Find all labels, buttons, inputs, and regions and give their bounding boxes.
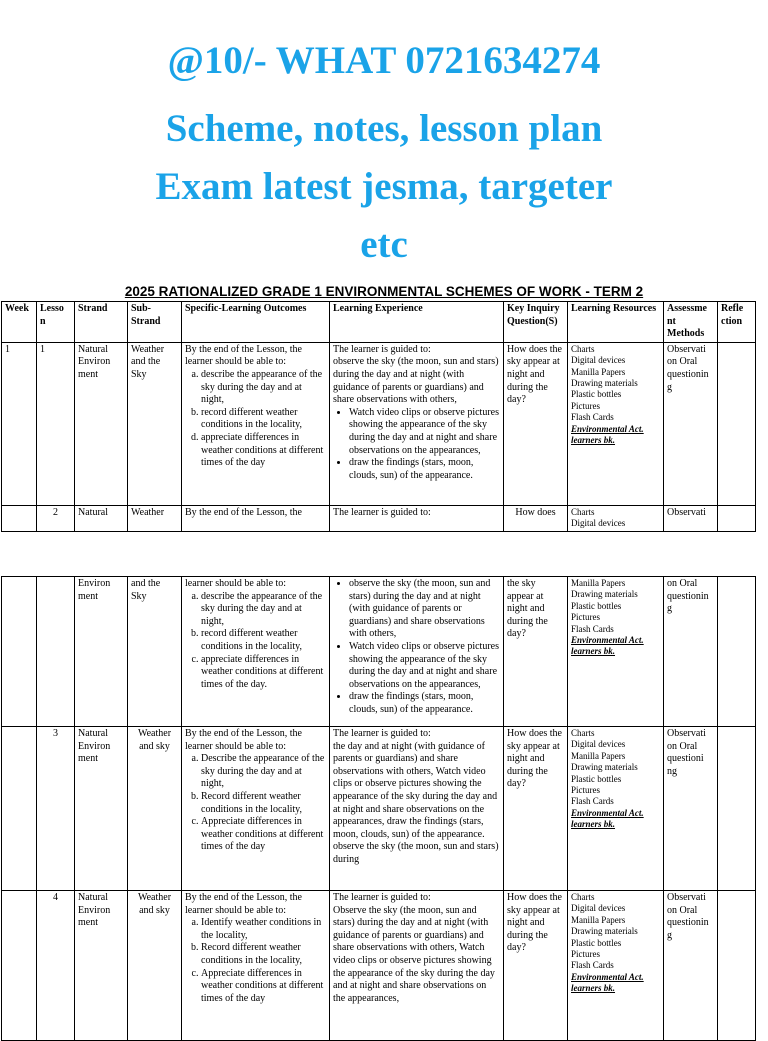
header-key-inquiry: Key Inquiry Question(S)	[504, 302, 568, 343]
learning-experience-cell: The learner is guided to:	[330, 505, 504, 531]
resources-cell	[568, 505, 664, 531]
promo-line-3: Exam latest jesma, targeter	[155, 165, 613, 208]
slo-intro: By the end of the Lesson, the learner should be able to:	[185, 343, 302, 368]
resources-cell	[568, 342, 664, 505]
header-row	[2, 302, 756, 343]
header-resources: Learning Resources	[568, 302, 664, 343]
resource-item: Charts	[571, 892, 595, 902]
learning-experience-cell	[330, 891, 504, 1041]
header-strand: Strand	[75, 302, 128, 343]
slo-list	[185, 917, 326, 1005]
key-inquiry-cell: How does the sky appear at night and during the day?	[504, 727, 568, 891]
resource-item: Drawing materials	[571, 378, 638, 388]
header-learning-experience: Learning Experience	[330, 302, 504, 343]
resource-item: Drawing materials	[571, 926, 638, 937]
key-inquiry-cell: the sky appear at night and during the day?	[504, 577, 568, 727]
key-inquiry-cell: How does	[504, 505, 568, 531]
le-paragraph: the day and at night (with guidance of parents or guardians) and share observations with others, Watch video clips or observe pictures showing the appearance of the sky during the day and at night and share observations on the appearances, draw the findings (stars, moon, clouds, sun) of the appearance. observe the sky (the moon, sun and stars) during	[333, 740, 499, 865]
slo-list	[185, 753, 326, 854]
resource-item: Digital devices	[571, 739, 626, 750]
resources-cell	[568, 891, 664, 1041]
resource-item: Manilla Papers	[571, 578, 626, 588]
assessment-cell: Observati on Oral questionin g	[664, 891, 718, 1041]
header-assessment: Assessme nt Methods	[664, 302, 718, 343]
resource-item: Flash Cards	[571, 623, 614, 634]
le-intro: The learner is guided to:	[333, 343, 431, 355]
resource-item: Digital devices	[571, 518, 626, 529]
resource-item: Flash Cards	[571, 960, 614, 971]
resource-env-book: Environmental Act. learners bk.	[571, 635, 644, 657]
list-item: b. Record different weather conditions in the locality,	[201, 791, 326, 816]
learning-experience-cell	[330, 342, 504, 505]
list-item: c. appreciate differences in weather conditions at different times of the day.	[201, 654, 326, 692]
table-row	[2, 727, 756, 891]
lesson-cell: 4	[37, 891, 75, 1041]
lesson-cell: 3	[37, 727, 75, 891]
resource-item: Pictures	[571, 400, 600, 411]
slo-cell: By the end of the Lesson, the	[182, 505, 330, 531]
week-cell	[2, 891, 37, 1041]
list-item: d. appreciate differences in weather conditions at different times of the day	[201, 432, 326, 470]
learning-experience-cell	[330, 727, 504, 891]
list-item: a. Identify weather conditions in the locality,	[201, 917, 326, 942]
key-inquiry-cell: How does the sky appear at night and during the day?	[504, 342, 568, 505]
document-title: 2025 RATIONALIZED GRADE 1 ENVIRONMENTAL SCHEMES OF WORK - TERM 2	[124, 284, 644, 299]
week-cell: 1	[2, 342, 37, 505]
promo-line-2: Scheme, notes, lesson plan	[165, 107, 603, 150]
resource-item: Flash Cards	[571, 796, 614, 807]
resources-cell	[568, 727, 664, 891]
resource-item: Pictures	[571, 949, 600, 960]
key-inquiry-cell: How does the sky appear at night and during the day?	[504, 891, 568, 1041]
slo-list	[185, 591, 326, 692]
resource-item: Manilla Papers	[571, 750, 626, 761]
scheme-table-page-2	[1, 576, 756, 1041]
table-row	[2, 577, 756, 727]
assessment-cell: Observati	[664, 505, 718, 531]
header-reflection: Refle ction	[718, 302, 756, 343]
resource-item: Plastic bottles	[571, 773, 622, 784]
le-paragraph: observe the sky (the moon, sun and stars) during the day and at night (with guidance of parents or guardians) and share observations with others,	[333, 356, 499, 406]
header-substrand: Sub- Strand	[128, 302, 182, 343]
reflection-cell	[718, 505, 756, 531]
slo-intro: By the end of the Lesson, the learner should be able to:	[185, 892, 302, 916]
lesson-cell	[37, 577, 75, 727]
lesson-cell: 2	[37, 505, 75, 531]
list-item: • draw the findings (stars, moon, clouds, sun) of the appearance.	[349, 691, 500, 716]
header-slo: Specific-Learning Outcomes	[182, 302, 330, 343]
list-item: b. Record different weather conditions in the locality,	[201, 942, 326, 967]
resource-item: Digital devices	[571, 355, 626, 366]
le-intro: The learner is guided to:	[333, 728, 431, 739]
substrand-cell: Weather and sky	[128, 891, 182, 1041]
resource-item: Pictures	[571, 612, 600, 623]
list-item: • Watch video clips or observe pictures showing the appearance of the sky during the day and at night and share observations on the appearances,	[349, 407, 500, 457]
substrand-cell: Weather and the Sky	[128, 342, 182, 505]
slo-cell	[182, 891, 330, 1041]
scheme-table-page-1	[1, 301, 756, 532]
assessment-cell: Observati on Oral questioni ng	[664, 727, 718, 891]
reflection-cell	[718, 342, 756, 505]
substrand-cell: Weather and sky	[128, 727, 182, 891]
resource-item: Charts	[571, 728, 595, 738]
week-cell	[2, 577, 37, 727]
header-week: Week	[2, 302, 37, 343]
learning-experience-cell	[330, 577, 504, 727]
substrand-cell: and the Sky	[128, 577, 182, 727]
promo-line-4: etc	[360, 223, 408, 266]
slo-cell	[182, 342, 330, 505]
slo-cell	[182, 577, 330, 727]
reflection-cell	[718, 891, 756, 1041]
slo-list	[185, 369, 326, 470]
strand-cell: Natural	[75, 505, 128, 531]
resource-item: Manilla Papers	[571, 914, 626, 925]
resource-item: Drawing materials	[571, 762, 638, 773]
week-cell	[2, 727, 37, 891]
list-item: • Watch video clips or observe pictures showing the appearance of the sky during the day and at night and share observations on the appearances,	[349, 641, 500, 691]
slo-cell	[182, 727, 330, 891]
list-item: c. Appreciate differences in weather conditions at different times of the day	[201, 968, 326, 1006]
resource-env-book: Environmental Act. learners bk.	[571, 971, 644, 994]
resource-item: Manilla Papers	[571, 366, 626, 377]
resource-item: Drawing materials	[571, 589, 638, 600]
reflection-cell	[718, 727, 756, 891]
lesson-cell: 1	[37, 342, 75, 505]
list-item: a. describe the appearance of the sky during the day and at night,	[201, 591, 326, 629]
le-intro: The learner is guided to:	[333, 892, 431, 903]
promo-line-1: @10/- WHAT 0721634274	[167, 39, 601, 82]
assessment-cell: on Oral questionin g	[664, 577, 718, 727]
table-row	[2, 891, 756, 1041]
resource-item: Digital devices	[571, 903, 626, 914]
resource-item: Charts	[571, 343, 595, 354]
resources-cell	[568, 577, 664, 727]
slo-intro: By the end of the Lesson, the learner should be able to:	[185, 728, 302, 752]
week-cell	[2, 505, 37, 531]
reflection-cell	[718, 577, 756, 727]
assessment-cell: Observati on Oral questionin g	[664, 342, 718, 505]
resource-item: Flash Cards	[571, 412, 614, 423]
strand-cell: Environ ment	[75, 577, 128, 727]
slo-intro: learner should be able to:	[185, 578, 287, 589]
list-item: • draw the findings (stars, moon, clouds, sun) of the appearance.	[349, 457, 500, 482]
list-item: • observe the sky (the moon, sun and stars) during the day and at night (with guidance of parents or guardians) and share observations with others,	[349, 578, 500, 641]
resource-env-book: Environmental Act. learners bk.	[571, 807, 644, 830]
le-list	[333, 407, 500, 483]
strand-cell: Natural Environ ment	[75, 342, 128, 505]
resource-item: Plastic bottles	[571, 389, 622, 400]
resource-env-book: Environmental Act. learners bk.	[571, 423, 644, 446]
header-lesson: Lesso n	[37, 302, 75, 343]
le-list	[333, 578, 500, 717]
resource-item: Charts	[571, 506, 595, 517]
resource-item: Pictures	[571, 785, 600, 796]
list-item: b. record different weather conditions in the locality,	[201, 628, 326, 653]
table-row	[2, 505, 756, 531]
resource-item: Plastic bottles	[571, 937, 622, 948]
list-item: c. Appreciate differences in weather conditions at different times of the day	[201, 816, 326, 854]
list-item: a. describe the appearance of the sky during the day and at night,	[201, 369, 326, 407]
list-item: b. record different weather conditions in the locality,	[201, 407, 326, 432]
substrand-cell: Weather	[128, 505, 182, 531]
strand-cell: Natural Environ ment	[75, 727, 128, 891]
resource-item: Plastic bottles	[571, 600, 622, 611]
strand-cell: Natural Environ ment	[75, 891, 128, 1041]
le-paragraph: Observe the sky (the moon, sun and stars) during the day and at night (with guidance of parents or guardians) and share observations with others, Watch video clips or observe pictures showing the appearance of the sky during the day and at night and share observations on the appearances,	[333, 904, 495, 1004]
list-item: a. Describe the appearance of the sky during the day and at night,	[201, 753, 326, 791]
table-row	[2, 342, 756, 505]
